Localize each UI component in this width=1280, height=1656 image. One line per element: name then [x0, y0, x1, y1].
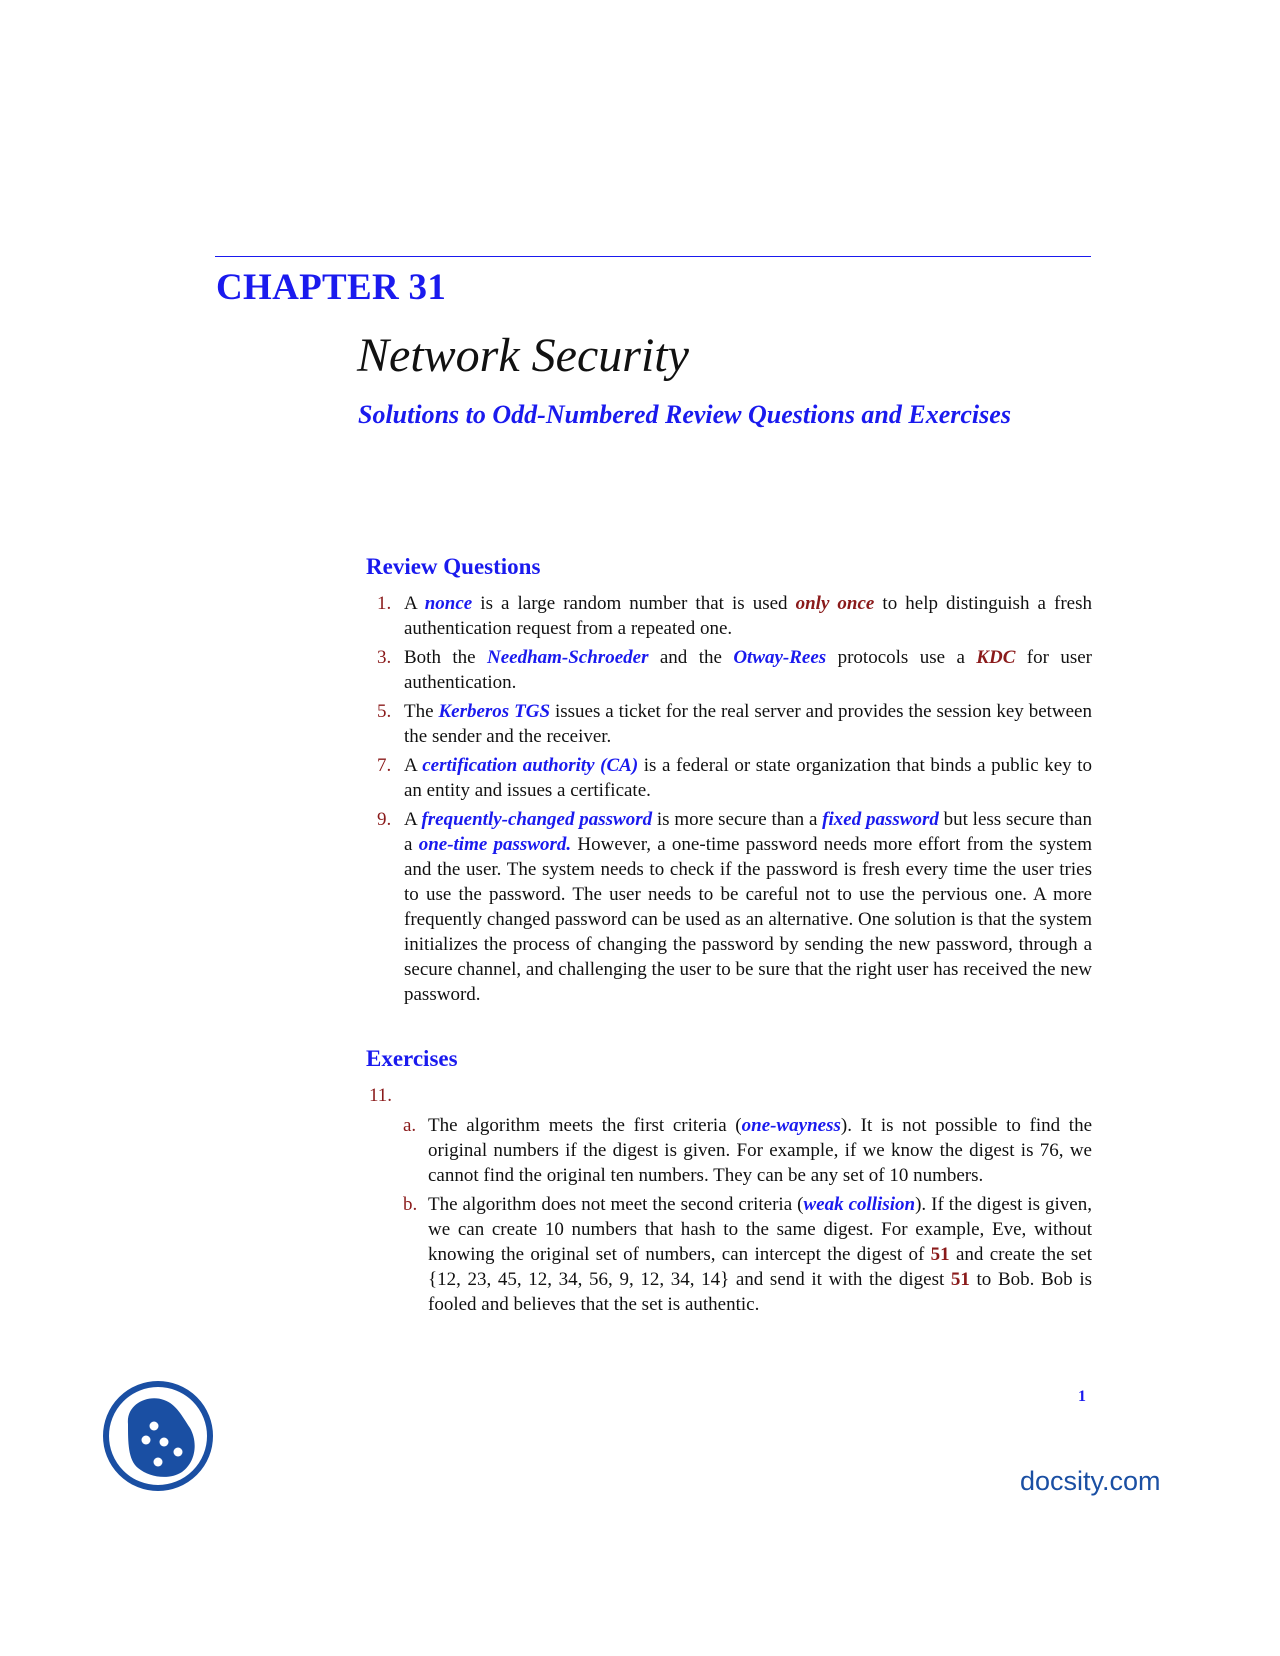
- term-highlight: one-time password.: [418, 834, 572, 855]
- review-questions-list: [366, 591, 1092, 1011]
- item-number: 9.: [377, 809, 392, 830]
- digest-value: 51: [950, 1269, 970, 1290]
- list-item: a. The algorithm meets the first criteria (one-wayness). It is not possible to find the original numbers if the digest is given. For example, if we know the digest is 76, we cannot find the original ten numbers. They can be any set of 10 numbers.: [403, 1115, 1093, 1186]
- item-number: 5.: [377, 701, 392, 722]
- list-item: 3. Both the Needham-Schroeder and the Otway-Rees protocols use a KDC for user authentication.: [377, 647, 1092, 693]
- item-number: 1.: [377, 593, 392, 614]
- list-item: 7. A certification authority (CA) is a federal or state organization that binds a public key to an entity and issues a certificate.: [377, 755, 1092, 801]
- item-letter: a.: [403, 1115, 417, 1136]
- term-highlight: Kerberos TGS: [438, 701, 551, 722]
- term-highlight: KDC: [976, 647, 1016, 668]
- review-questions-heading: Review Questions: [366, 554, 541, 579]
- exercises-heading: Exercises: [366, 1046, 458, 1071]
- brand-link[interactable]: docsity.com: [1020, 1466, 1161, 1496]
- docsity-logo-icon[interactable]: [102, 1380, 214, 1492]
- term-highlight: certification authority (CA): [422, 755, 639, 776]
- term-highlight: nonce: [424, 593, 473, 614]
- page-title: Network Security: [357, 329, 689, 382]
- term-highlight: weak collision: [803, 1194, 916, 1215]
- term-highlight: frequently-changed password: [421, 809, 653, 830]
- list-item: b. The algorithm does not meet the second criteria (weak collision). If the digest is given, we can create 10 numbers that hash to the same digest. For example, Eve, without knowing the original set of numbers, can intercept the digest of 51 and create the set {12, 23, 45, 12, 34, 56, 9, 12, 34, 14} and send it with the digest 51 to Bob. Bob is fooled and believes that the set is authentic.: [403, 1194, 1092, 1315]
- term-highlight: only once: [795, 593, 875, 614]
- term-highlight: one-wayness: [741, 1115, 841, 1136]
- exercise-sublist: [403, 1113, 1092, 1321]
- list-item: 9. A frequently-changed password is more secure than a fixed password but less secure than a one-time password. However, a one-time password needs more effort from the system and the user. The system needs to check if the password is fresh every time the user tries to use the password. The user needs to be careful not to use the pervious one. A more frequently changed password can be used as an alternative. One solution is that the system initializes the process of changing the password by sending the new password, through a secure channel, and challenging the user to be sure that the right user has received the new password.: [377, 809, 1093, 1005]
- digest-value: 51: [930, 1244, 950, 1265]
- docsity-logo-svg: [102, 1380, 214, 1492]
- term-highlight: Otway-Rees: [733, 647, 827, 668]
- page-subtitle: Solutions to Odd-Numbered Review Questions and Exercises: [358, 400, 1011, 429]
- page-number: 1: [1078, 1388, 1086, 1405]
- list-item: 5. The Kerberos TGS issues a ticket for the real server and provides the session key between the sender and the receiver.: [377, 701, 1092, 747]
- item-number: 7.: [377, 755, 392, 776]
- term-highlight: Needham-Schroeder: [486, 647, 649, 668]
- exercise-number: 11.: [369, 1085, 393, 1106]
- header-rule: [215, 256, 1091, 257]
- item-number: 3.: [377, 647, 392, 668]
- chapter-label: CHAPTER 31: [216, 267, 447, 308]
- item-letter: b.: [403, 1194, 418, 1215]
- list-item: 1. A nonce is a large random number that is used only once to help distinguish a fresh authentication request from a repeated one.: [377, 593, 1092, 639]
- term-highlight: fixed password: [822, 809, 939, 830]
